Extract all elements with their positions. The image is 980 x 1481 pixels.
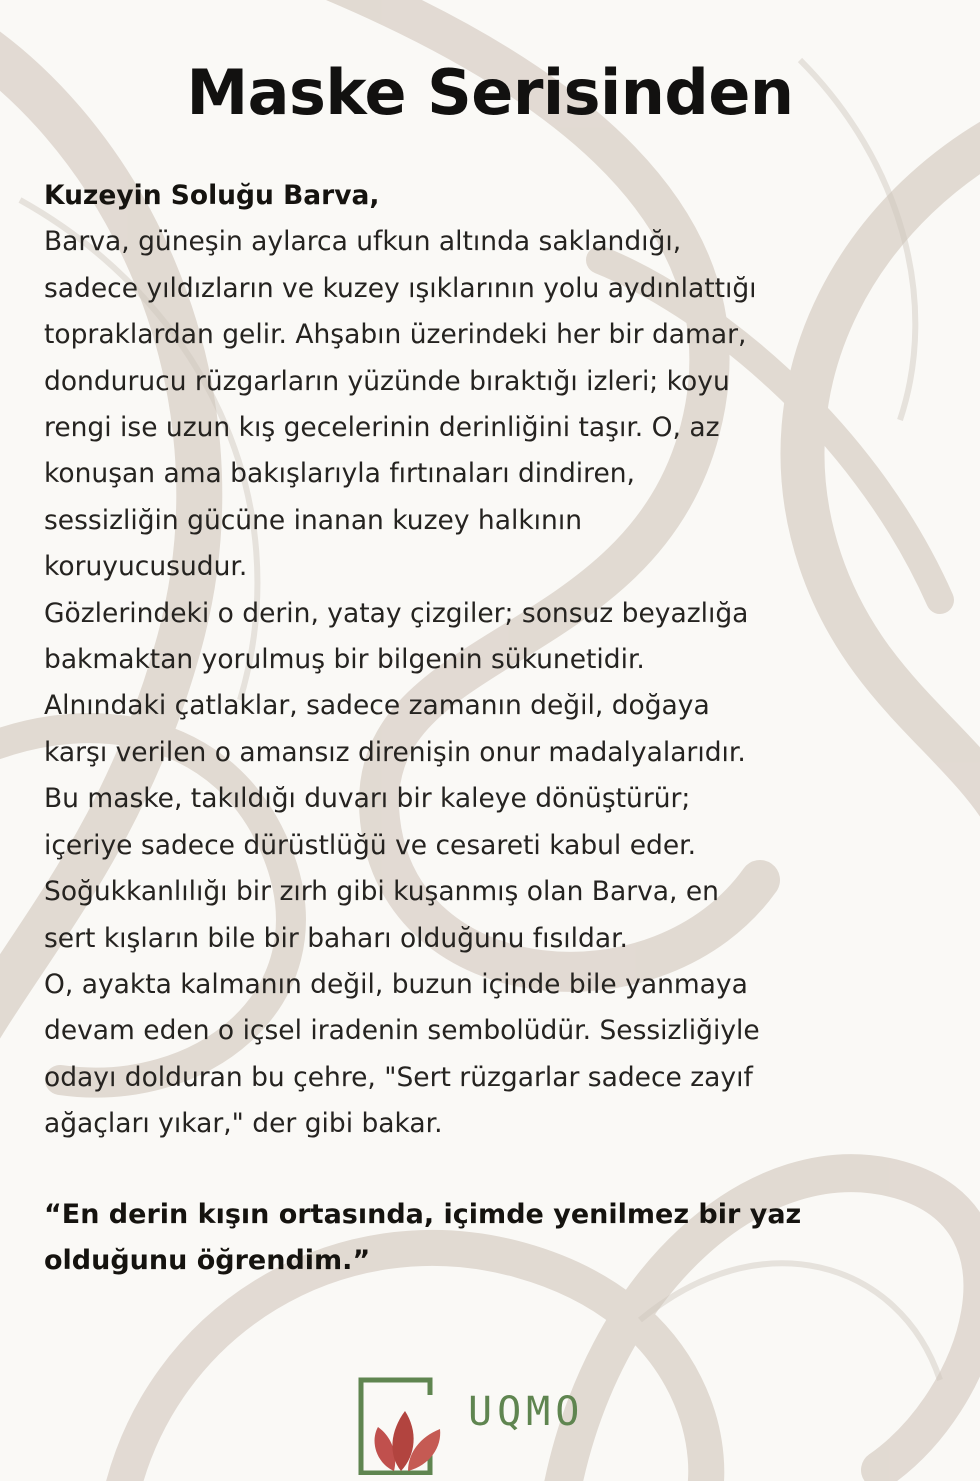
closing-quote [44, 1192, 944, 1284]
paragraph-line: konuşan ama bakışlarıyla fırtınaları dindiren, [44, 458, 635, 490]
paragraph-line: dondurucu rüzgarların yüzünde bıraktığı izleri; koyu [44, 365, 730, 397]
quote-line: “En derin kışın ortasında, içimde yenilmez bir yaz [44, 1199, 802, 1230]
paragraph-line: sert kışların bile bir baharı olduğunu fısıldar. [44, 922, 628, 954]
paragraph-line: sessizliğin gücüne inanan kuzey halkının [44, 504, 582, 536]
section-heading: Kuzeyin Soluğu Barva, [44, 180, 380, 211]
paragraph-line: Soğukkanlılığı bir zırh gibi kuşanmış olan Barva, en [44, 876, 719, 908]
paragraph-line: devam eden o içsel iradenin sembolüdür. Sessizliğiyle [44, 1015, 760, 1047]
paragraph-line: karşı verilen o amansız direnişin onur madalyalarıdır. [44, 736, 746, 768]
paragraph-line: Alnındaki çatlaklar, sadece zamanın değil, doğaya [44, 690, 710, 722]
paragraph-line: içeriye sadece dürüstlüğü ve cesareti kabul eder. [44, 829, 697, 861]
paragraph-line: odayı dolduran bu çehre, "Sert rüzgarlar sadece zayıf [44, 1061, 753, 1093]
quote-line: olduğunu öğrendim.” [44, 1245, 371, 1276]
leaf-frame-icon [356, 1375, 456, 1475]
brand-name: UQMO [468, 1389, 585, 1435]
page-title: Maske Serisinden [186, 56, 794, 129]
paragraph-line: rengi ise uzun kış gecelerinin derinliğini taşır. O, az [44, 412, 720, 444]
brand-logo [356, 1375, 586, 1475]
paragraph-line: ağaçları yıkar," der gibi bakar. [44, 1108, 443, 1140]
paragraph-line: topraklardan gelir. Ahşabın üzerindeki her bir damar, [44, 319, 747, 351]
paragraph-line: O, ayakta kalmanın değil, buzun içinde bile yanmaya [44, 968, 748, 1000]
paragraph-line: koruyucusudur. [44, 551, 248, 583]
paragraph-line: Barva, güneşin aylarca ufkun altında saklandığı, [44, 226, 682, 258]
paragraph-line: Gözlerindeki o derin, yatay çizgiler; sonsuz beyazlığa [44, 597, 749, 629]
paragraph-line: bakmaktan yorulmuş bir bilgenin sükunetidir. [44, 644, 645, 676]
leaf-left [375, 1427, 396, 1471]
paragraph-line: Bu maske, takıldığı duvarı bir kaleye dönüştürür; [44, 783, 691, 815]
description-block [44, 173, 944, 1148]
paragraph-line: sadece yıldızların ve kuzey ışıklarının yolu aydınlattığı [44, 272, 757, 304]
